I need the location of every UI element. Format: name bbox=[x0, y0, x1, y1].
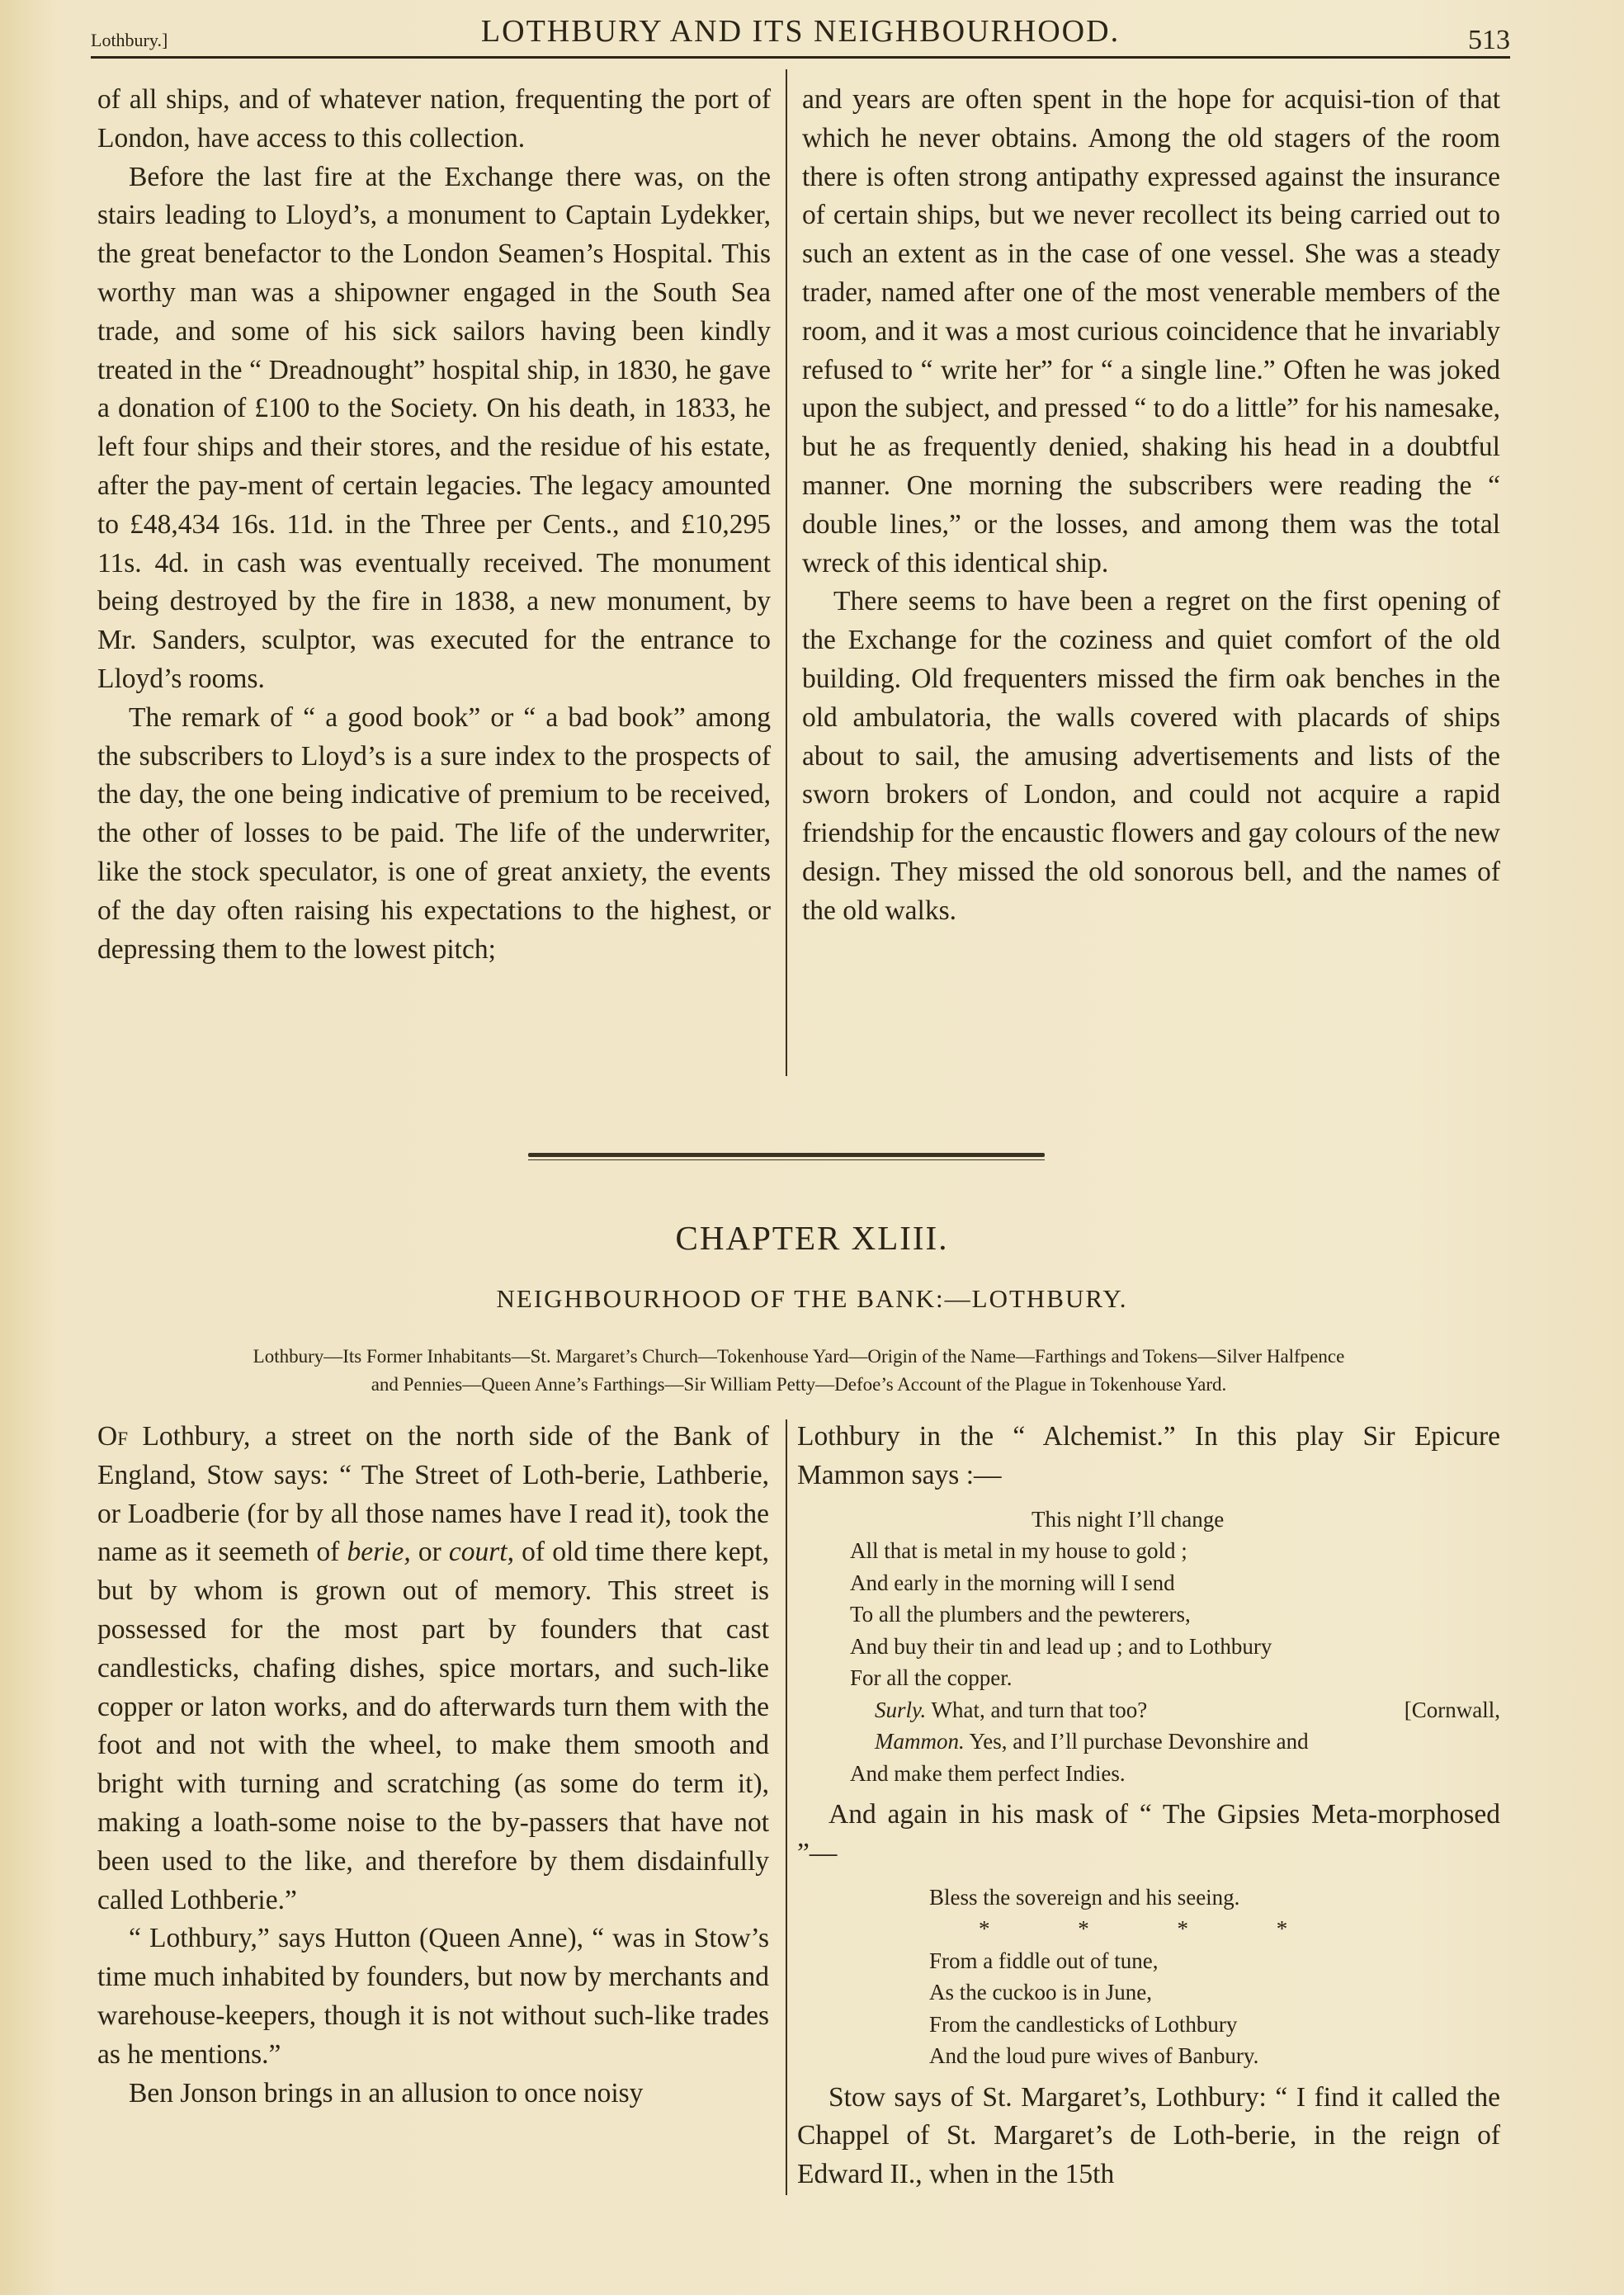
verse-line bbox=[850, 1694, 1500, 1726]
paragraph: and years are often spent in the hope for acquisi-tion of that which he never obtains. Among the old stagers of the room there is often strong antipathy expressed against the insurance of certain ships, but we never recollect its being carried out to such an extent as in the case of one vessel. She was a steady trader, named after one of the most venerable members of the room, and it was a most curious coincidence that he invariably refused to “ write her” for “ a single line.” Often he was joked upon the subject, and pressed “ to do a little” for his namesake, but he as frequently denied, shaking his head in a doubtful manner. One morning the subscribers were reading the “ double lines,” or the losses, and among them was the total wreck of this identical ship. bbox=[802, 84, 1500, 578]
column-rule bbox=[786, 69, 787, 1076]
verse-line: And early in the morning will I send bbox=[850, 1570, 1175, 1595]
verse-line: From the candlesticks of Lothbury bbox=[929, 2011, 1238, 2037]
verse-line: To all the plumbers and the pewterers, bbox=[850, 1602, 1191, 1627]
verse-line: And the loud pure wives of Banbury. bbox=[929, 2043, 1259, 2069]
verse-line: And buy their tin and lead up ; and to Lothbury bbox=[850, 1633, 1272, 1659]
verse-line: From a fiddle out of tune, bbox=[929, 1948, 1159, 1973]
text-run: of old time there kept, but by whom is grown out of memory. This street is possessed for the most part by founders that cast candlesticks, chafing dishes, spice mortars, and such-like copper or laton works, and do afterwards turn them with the foot and not with the wheel, to make them smooth and bright with turning and scratching (as some do term it), making a loath-some noise to the by-passers that have not been used to the like, and therefore by them disdainfully called Lothberie.” bbox=[97, 1537, 769, 1915]
top-left-column bbox=[97, 81, 771, 969]
paragraph bbox=[97, 1418, 769, 1920]
paragraph: The remark of “ a good book” or “ a bad book” among the subscribers to Lloyd’s is a sure index to the prospects of the day, the one being indicative of premium to be received, the other of losses to be paid. The life of the underwriter, like the stock speculator, is one of great anxiety, the events of the day often raising his expectations to the highest, or depressing them to the lowest pitch; bbox=[97, 701, 771, 965]
verse-quote bbox=[850, 1504, 1500, 1790]
paragraph: Before the last fire at the Exchange there was, on the stairs leading to Lloyd’s, a monument to Captain Lydekker, the great benefactor to the London Seamen’s Hospital. This worthy man was a shipowner engaged in the South Sea trade, and some of his sick sailors having been kindly treated in the “ Dreadnought” hospital ship, in 1830, he gave a donation of £100 to the Society. On his death, in 1833, he left four ships and their stores, and the residue of his estate, after the pay-ment of certain legacies. The legacy amounted to £48,434 16s. 11d. in the Three per Cents., and £10,295 11s. 4d. in cash was eventually received. The monument being destroyed by the fire in 1838, a new monument, by Mr. Sanders, sculptor, was executed for the entrance to Lloyd’s rooms. bbox=[97, 161, 771, 694]
top-right-column bbox=[802, 81, 1500, 931]
synopsis-line: Lothbury—Its Former Inhabitants—St. Margaret’s Church—Tokenhouse Yard—Origin of the Name—Farthings and Tokens—Silver Halfpence bbox=[253, 1346, 1345, 1367]
text-run: or bbox=[410, 1537, 449, 1568]
column-rule bbox=[786, 1419, 787, 2195]
bottom-left-column bbox=[97, 1418, 769, 2113]
verse-line: This night I’ll change bbox=[1032, 1506, 1225, 1532]
page-number: 513 bbox=[1468, 25, 1510, 55]
paragraph: Ben Jonson brings in an allusion to once noisy bbox=[129, 2077, 644, 2108]
speaker-name: Surly. bbox=[875, 1697, 927, 1722]
paragraph: “ Lothbury,” says Hutton (Queen Anne), “ was in Stow’s time much inhabited by founders, but now by merchants and warehouse-keepers, though it is not without such-like trades as he mentions.” bbox=[97, 1923, 769, 2070]
verse-quote bbox=[929, 1882, 1500, 2072]
speaker-name: Mammon. bbox=[875, 1729, 965, 1754]
verse-line: And make them perfect Indies. bbox=[850, 1760, 1126, 1786]
verse-line: For all the copper. bbox=[850, 1665, 1013, 1691]
italic-term: berie, bbox=[347, 1537, 411, 1568]
running-header bbox=[91, 8, 1510, 54]
italic-term: court, bbox=[448, 1537, 514, 1568]
text-run: [Cornwall, bbox=[1404, 1697, 1500, 1722]
drop-word: Of bbox=[97, 1421, 128, 1452]
paragraph: Stow says of St. Margaret’s, Lothbury: “ I find it called the Chappel of St. Margaret’s de Loth-berie, in the reign of Edward II., when in the 15th bbox=[797, 2081, 1500, 2190]
header-rule bbox=[91, 56, 1510, 59]
running-header-section: Lothbury.] bbox=[91, 30, 168, 50]
paragraph: of all ships, and of whatever nation, frequenting the port of London, have access to this collection. bbox=[97, 84, 771, 153]
bottom-right-column bbox=[797, 1418, 1500, 2194]
text-run: Yes, and I’ll purchase Devonshire and bbox=[964, 1729, 1309, 1754]
verse-line: As the cuckoo is in June, bbox=[929, 1980, 1152, 2005]
verse-line: All that is metal in my house to gold ; bbox=[850, 1538, 1187, 1564]
text-run: Lothbury, a street on the north side of the Bank of England, Stow says: “ The Street of Loth-berie, Lathberie, or Loadberie (for by all those names have I read it), took the name as it seemeth of bbox=[97, 1421, 769, 1568]
ellipsis-stars: * * * * bbox=[979, 1916, 1329, 1942]
paragraph: And again in his mask of “ The Gipsies Meta-morphosed ”— bbox=[797, 1799, 1500, 1868]
paragraph: Lothbury in the “ Alchemist.” In this play Sir Epicure Mammon says :— bbox=[797, 1421, 1500, 1490]
section-divider bbox=[528, 1153, 1045, 1157]
text-run: What, and turn that too? bbox=[926, 1697, 1148, 1722]
chapter-title: NEIGHBOURHOOD OF THE BANK:—LOTHBURY. bbox=[496, 1284, 1128, 1313]
verse-line bbox=[850, 1726, 1500, 1758]
chapter-number: CHAPTER XLIII. bbox=[675, 1219, 949, 1257]
verse-line: Bless the sovereign and his seeing. bbox=[929, 1884, 1240, 1910]
synopsis-line: and Pennies—Queen Anne’s Farthings—Sir William Petty—Defoe’s Account of the Plague in Tokenhouse Yard. bbox=[371, 1374, 1227, 1395]
running-header-title: LOTHBURY AND ITS NEIGHBOURHOOD. bbox=[480, 14, 1121, 49]
chapter-synopsis bbox=[97, 1343, 1500, 1399]
paragraph: There seems to have been a regret on the first opening of the Exchange for the coziness and quiet comfort of the old building. Old frequenters missed the firm oak benches in the old ambulatoria, the walls covered with placards of ships about to sail, the amusing advertisements and lists of the sworn brokers of London, and could not acquire a rapid friendship for the encaustic flowers and gay colours of the new design. They missed the old sonorous bell, and the names of the old walks. bbox=[802, 586, 1500, 926]
